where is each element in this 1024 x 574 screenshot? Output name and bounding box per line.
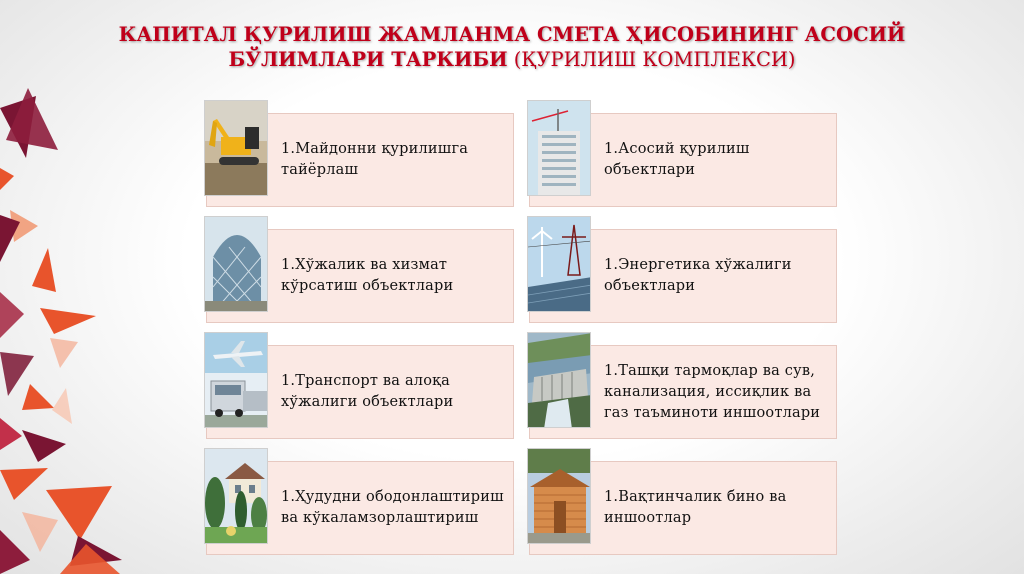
section-label: 1.Майдонни қурилишга тайёрлаш (281, 141, 469, 178)
section-label: 1.Хўжалик ва хизмат кўрсатиш объектлари (281, 257, 454, 294)
deco-triangle (0, 292, 24, 338)
deco-triangle (0, 530, 30, 574)
deco-triangle (40, 308, 96, 334)
deco-triangle (0, 418, 22, 450)
dam-photo (527, 332, 591, 428)
deco-triangle (22, 384, 54, 410)
decorative-triangles (0, 0, 130, 574)
power-lines-photo (527, 216, 591, 312)
wooden-cabin-photo (527, 448, 591, 544)
deco-triangle (52, 388, 72, 424)
excavator-photo (204, 100, 268, 196)
deco-triangle (22, 430, 66, 462)
glass-building-photo (204, 216, 268, 312)
slide-title (90, 22, 934, 72)
section-label: 1.Вақтинчалик бино ва иншоотлар (604, 489, 787, 526)
title-line-2 (90, 47, 934, 72)
deco-triangle (0, 168, 14, 190)
title-line-1: КАПИТАЛ ҚУРИЛИШ ЖАМЛАНМА СМЕТА ҲИСОБИНИНГ АСОСИЙ (118, 23, 906, 46)
deco-triangle (50, 338, 78, 368)
deco-triangle (46, 486, 112, 540)
section-label: 1.Транспорт ва алоқа хўжалиги объектлари (281, 373, 454, 410)
section-label: 1.Ҳудудни ободонлаштириш ва кўкаламзорлаштириш (281, 489, 504, 526)
deco-triangle (22, 512, 58, 552)
section-label: 1.Энергетика хўжалиги объектлари (604, 257, 792, 294)
garden-photo (204, 448, 268, 544)
section-label: 1.Асосий қурилиш объектлари (604, 141, 750, 178)
high-rise-building-photo (527, 100, 591, 196)
section-label: 1.Ташқи тармоқлар ва сув, канализация, иссиқлик ва газ таъминоти иншоотлари (604, 362, 821, 421)
deco-triangle (0, 468, 48, 500)
transport-collage-photo (204, 332, 268, 428)
title-line-2-normal: (ҚУРИЛИШ КОМПЛЕКСИ) (507, 48, 796, 71)
title-line-2-bold: БЎЛИМЛАРИ ТАРКИБИ (228, 48, 508, 71)
deco-triangle (32, 248, 56, 292)
